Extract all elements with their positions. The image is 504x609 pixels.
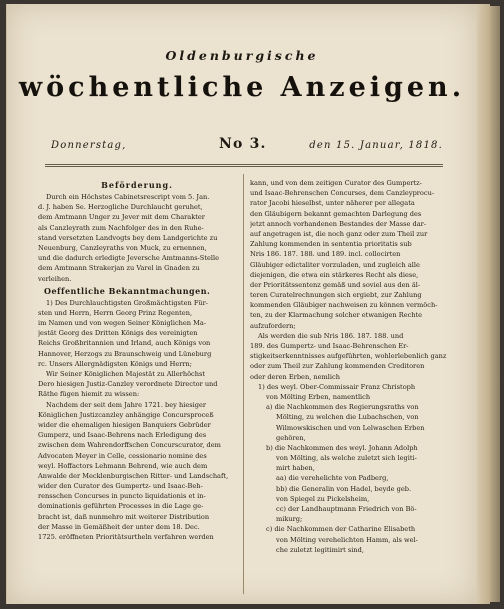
right-column (250, 178, 448, 555)
text-line: rator Jacobi hieselbst, unter näherer per allegata (250, 199, 415, 208)
masthead-top-line: Oldenburgische (165, 48, 319, 63)
text-line: mikurg; (276, 515, 303, 524)
text-line: dominationis geführten Processes in die Lage ge- (38, 502, 204, 511)
text-line: Zahlung kommenden in sententia prioritatis sub (250, 240, 412, 249)
text-line: 189. des Gumpertz- und Isaac-Behrenschen Er- (250, 342, 409, 350)
column-divider (243, 174, 244, 594)
text-line: verleihen. (38, 274, 72, 283)
text-line: oder deren Erben, nemlich (250, 372, 340, 381)
dateline-date: den 15. Januar, 1818. (309, 140, 443, 151)
text-line: dem Amtmann Unger zu Jever mit dem Charakter (38, 213, 205, 222)
text-line: oder zum Theil zur Zahlung kommenden Creditoren (250, 362, 425, 371)
text-line: mirt haben, (276, 464, 315, 473)
text-line: von Mölting, als welche zuletzt sich legiti- (276, 454, 417, 463)
heading-bekanntmachungen: Oeffentliche Bekanntmachungen. (44, 285, 211, 296)
text-line: Nachdem der seit dem Jahre 1721. bey hiesiger (46, 400, 207, 409)
text-line: aufzufordern; (250, 321, 296, 330)
text-line: Neuenburg, Canzleyraths von Muck, zu ernennen, (38, 243, 207, 252)
heading-befoerderung: Beförderung. (101, 180, 173, 190)
text-line: Königlichen Justizcanzley anhängige Concursproceß (38, 410, 214, 419)
text-line: 1) des weyl. Ober-Commissair Franz Christoph (258, 382, 416, 391)
text-line: dem Amtmann Strakerjan zu Varel in Gnaden zu (38, 264, 200, 273)
text-line: Reichs Großbritannien und Irland, auch Königs von (38, 339, 211, 348)
public-notice-text (38, 298, 236, 543)
dateline (51, 138, 443, 156)
text-line: Durch ein Höchstes Cabinetsrescript vom 5. Jan. (46, 193, 210, 201)
notice-continuation (250, 178, 448, 382)
text-line: rensschen Concurses in puncto liquidationis et in- (38, 492, 206, 501)
text-line: teren Curatelrechnungen sich ergiebt, zur Zahlung (250, 291, 422, 300)
text-line: von Mölting verehelichten Hamm, als wel- (276, 535, 418, 544)
left-column (38, 178, 236, 542)
text-line: zwischen dem Wahrendorffschen Concurscurator, dem (38, 441, 221, 450)
text-line: kommenden Gläubiger nachweisen zu können vermöch- (250, 301, 438, 310)
page-edge (476, 4, 490, 604)
text-line: Räthe fügen hiemit zu wissen: (38, 390, 140, 399)
text-line: Gumperz, und Isaac-Behrens nach Erledigung des (38, 431, 207, 440)
issue-number: No 3. (219, 136, 267, 152)
text-line: der Prioritätssentenz gemäß und soviel aus den äl- (250, 280, 421, 289)
text-line: 1725. eröffneten Prioritätsurtheln verfahren werden (38, 533, 214, 541)
dateline-day: Donnerstag, (51, 140, 127, 151)
text-line: und Isaac-Behrenschen Concurses, dem Canzleyprocu- (250, 189, 435, 198)
text-line: Mölting, zu welchen die Lubachschen, von (276, 413, 419, 422)
text-line: stand versetzten Landvogts bey dem Landgerichte zu (38, 233, 218, 242)
text-line: Anwalde der Mecklenburgischen Ritter- und Landschaft, (38, 471, 229, 480)
text-line: a) die Nachkommen des Regierungsraths von (266, 403, 419, 412)
text-line: von Spiegel zu Pickelsheim, (276, 494, 370, 503)
text-line: sten und Herrn, Herrn Georg Prinz Regenten, (38, 308, 193, 317)
text-line: Als werden die sub Nris 186. 187. 188. und (258, 331, 404, 340)
text-line: 1) Des Durchlauchtigsten Großmächtigsten Für- (46, 298, 209, 307)
text-line: von Mölting Erben, namentlich (266, 392, 371, 401)
text-line: ten, zu der Klarmachung solcher etwanigen Rechte (250, 311, 423, 320)
text-line: Nris 186. 187. 188. und 189. incl. collocirten (250, 250, 401, 259)
text-line: Wilmowskischen und von Lelwaschen Erben (276, 423, 425, 432)
text-line: c) die Nachkommen der Catharine Elisabeth (266, 525, 416, 534)
text-line: weyl. Hoffactors Lehmann Behrend, wie auch dem (38, 461, 208, 470)
text-line: stigkeitserkenntnisses aufgeführten, wohlerlebenlich ganz (250, 352, 447, 361)
text-line: kann, und von dem zeitigen Curator des Gumpertz- (250, 179, 422, 187)
text-line: diejenigen, die etwa ein stärkeres Recht als diese, (250, 270, 419, 279)
text-line: den Gläubigern bekannt gemachten Darlegung des (250, 209, 422, 218)
text-line: auf angetragen ist, die noch ganz oder zum Theil zur (250, 229, 428, 238)
text-line: Hannover, Herzogs zu Braunschweig und Lüneburg (38, 349, 212, 358)
text-line: jestät Georg des Dritten Königs des vereinigten (38, 329, 198, 338)
text-line: jetzt annoch vorhandenen Bestandes der Masse dar- (250, 219, 427, 228)
text-line: bracht ist, daß nunmehro mit weiterer Distribution (38, 512, 210, 521)
text-line: che zuletzt legitimirt sind, (276, 545, 364, 554)
creditor-list (250, 382, 448, 555)
text-line: aa) die verehelichte von Padberg, (276, 474, 389, 483)
text-line: der Masse in Gemäßheit der unter dem 18. Dec. (38, 522, 200, 531)
text-line: Wir Seiner Königlichen Majestät zu Allerhöchst (46, 370, 206, 378)
text-line: d. J. haben Se. Herzogliche Durchlaucht geruhet, (38, 203, 203, 212)
page-edge-shadow (490, 6, 500, 602)
text-line: rc. Unsers Allergnädigsten Königs und Herrn; (38, 359, 193, 368)
text-line: als Canzleyrath zum Nachfolger des in den Ruhe- (38, 223, 204, 232)
text-line: im Namen und von wegen Seiner Königlichen Ma- (38, 319, 207, 328)
masthead-title: wöchentliche Anzeigen. (18, 72, 466, 103)
text-line: cc) der Landhauptmann Friedrich von Bö- (276, 505, 417, 513)
text-line: Dero hiesigen Justiz-Canzley verordnete Director und (38, 380, 218, 389)
header-rule (45, 164, 443, 167)
text-line: und die dadurch erledigte Jeversche Amtmanns-Stelle (38, 254, 219, 263)
text-line: bb) die Generalin von Hadel, beyde geb. (276, 484, 412, 493)
promotion-notice (38, 192, 236, 284)
text-line: gehören, (276, 433, 306, 442)
text-line: b) die Nachkommen des weyl. Johann Adolph (266, 443, 418, 452)
text-line: Gläubiger edictaliter vorzuladen, und zugleich alle (250, 260, 420, 269)
text-line: Advocaten Meyer in Celle, cessionario nomine des (38, 451, 207, 460)
text-line: wider die ehemaligen hiesigen Banquiers Gebrüder (38, 420, 211, 429)
text-line: wider den Curator des Gumpertz- und Isaac-Beh- (38, 482, 203, 491)
